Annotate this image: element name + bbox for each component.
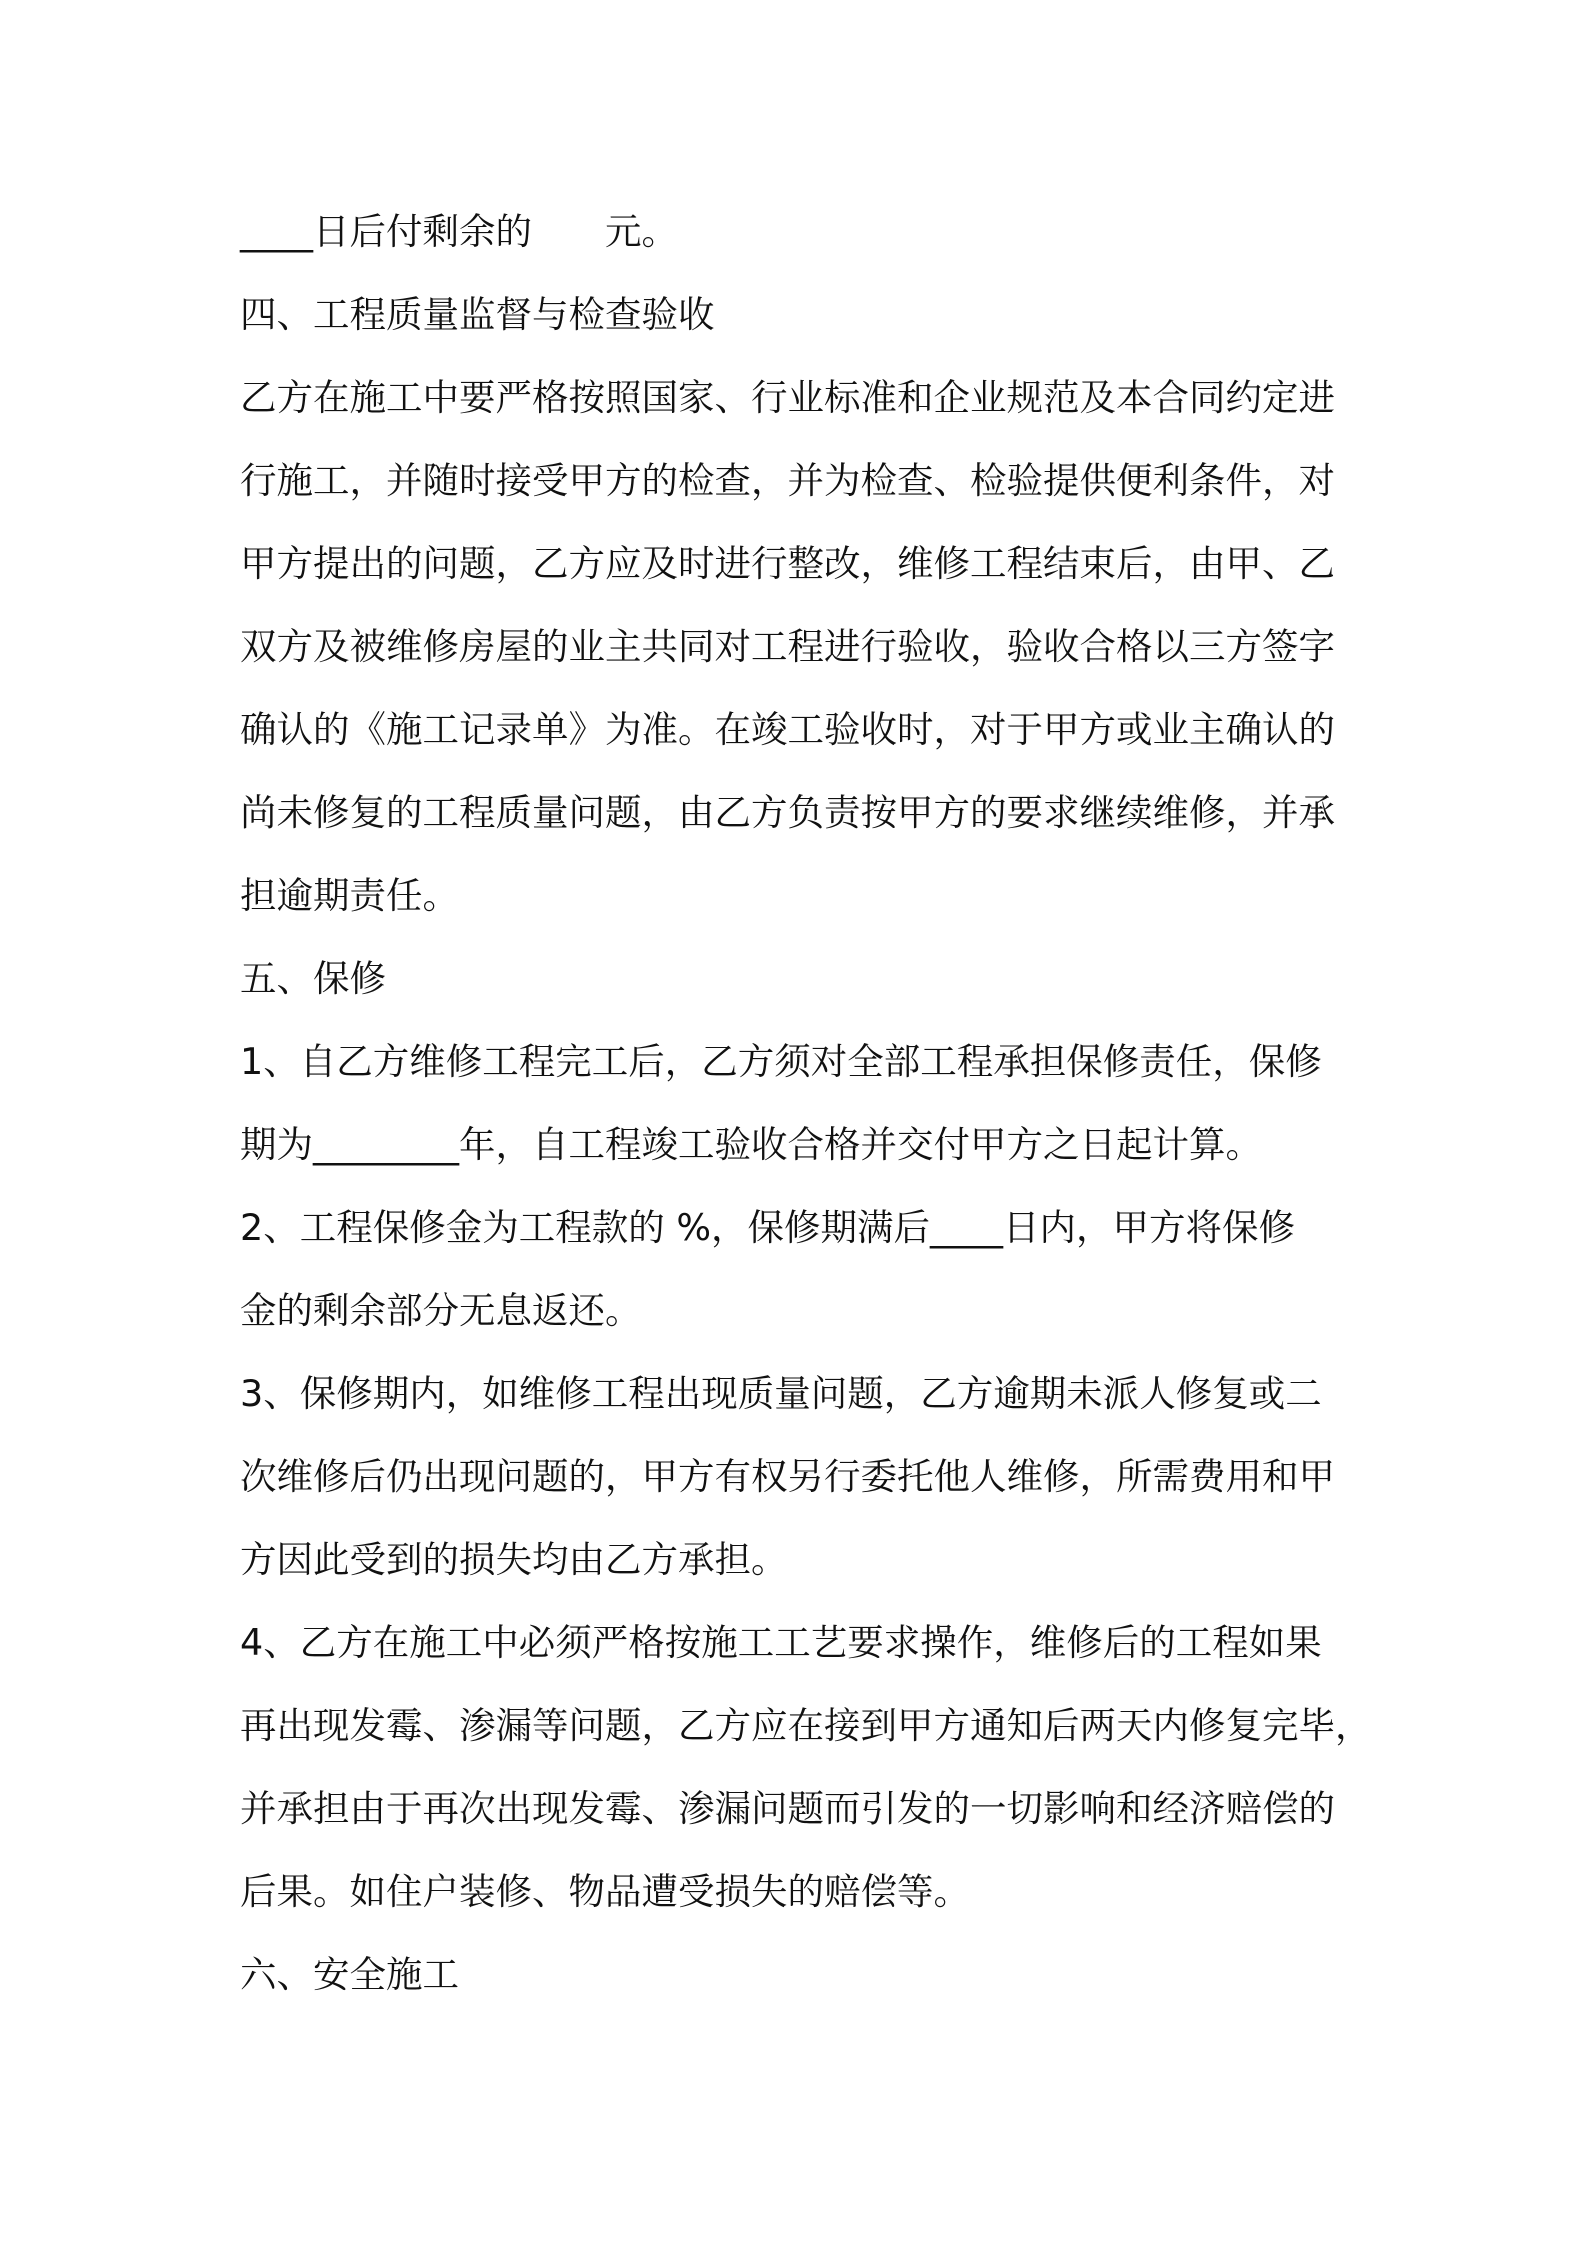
text-line: 确认的《施工记录单》为准。在竣工验收时，对于甲方或业主确认的 [240, 708, 1335, 751]
text-line: 担逾期责任。 [240, 874, 459, 917]
text-line: 乙方在施工中要严格按照国家、行业标准和企业规范及本合同约定进 [240, 376, 1335, 419]
text-line: 金的剩余部分无息返还。 [240, 1289, 642, 1332]
text-line: 再出现发霉、渗漏等问题，乙方应在接到甲方通知后两天内修复完毕， [240, 1704, 1372, 1747]
clause-warranty-4 [240, 1601, 1372, 1933]
text-line: 并承担由于再次出现发霉、渗漏问题而引发的一切影响和经济赔偿的 [240, 1787, 1335, 1830]
section-heading-warranty: 五、保修 [240, 957, 386, 1000]
text-line: 方因此受到的损失均由乙方承担。 [240, 1538, 788, 1581]
text-line: 后果。如住户装修、物品遭受损失的赔偿等。 [240, 1870, 970, 1913]
clause-warranty-3 [240, 1352, 1355, 1601]
paragraph-quality-inspection [240, 356, 1355, 937]
clause-warranty-1 [240, 1020, 1355, 1186]
text-line: 尚未修复的工程质量问题，由乙方负责按甲方的要求继续维修，并承 [240, 791, 1335, 834]
text-line: 双方及被维修房屋的业主共同对工程进行验收，验收合格以三方签字 [240, 625, 1335, 668]
text-line: 甲方提出的问题，乙方应及时进行整改，维修工程结束后，由甲、乙 [240, 542, 1335, 585]
text-line: 4、乙方在施工中必须严格按施工工艺要求操作，维修后的工程如果 [240, 1621, 1322, 1664]
text-line: 次维修后仍出现问题的，甲方有权另行委托他人维修，所需费用和甲 [240, 1455, 1335, 1498]
text-line: 期为________年，自工程竣工验收合格并交付甲方之日起计算。 [240, 1123, 1262, 1166]
text-line: 2、工程保修金为工程款的 %，保修期满后____日内，甲方将保修 [240, 1206, 1296, 1249]
section-heading-quality-inspection: 四、工程质量监督与检查验收 [240, 293, 715, 336]
section-heading-safe-construction: 六、安全施工 [240, 1953, 459, 1996]
text-line: 1、自乙方维修工程完工后，乙方须对全部工程承担保修责任，保修 [240, 1040, 1322, 1083]
text-line-payment-remainder: ____日后付剩余的 元。 [240, 210, 678, 253]
clause-warranty-2 [240, 1186, 1355, 1352]
text-line: 行施工，并随时接受甲方的检查，并为检查、检验提供便利条件，对 [240, 459, 1335, 502]
document-page [240, 190, 1372, 2016]
text-line: 3、保修期内，如维修工程出现质量问题，乙方逾期未派人修复或二 [240, 1372, 1322, 1415]
